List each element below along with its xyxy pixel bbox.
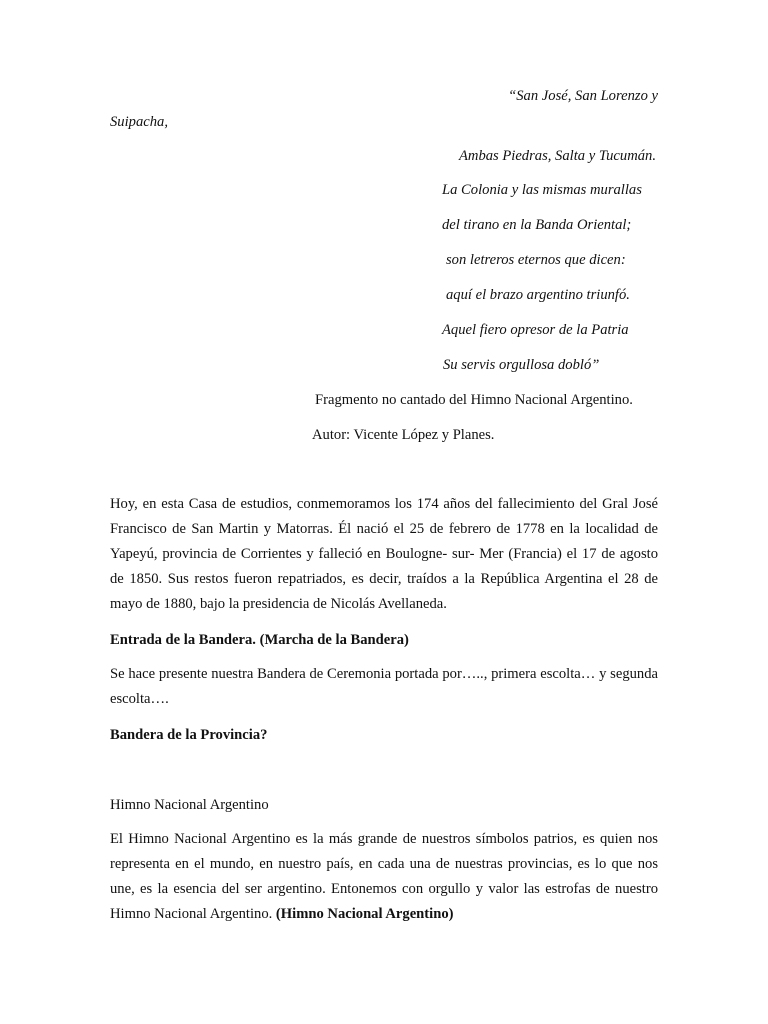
flag-entry-paragraph: Se hace presente nuestra Bandera de Ceremonia portada por….., primera escolta… y segunda escolta…. xyxy=(110,666,658,707)
anthem-paragraph-text: El Himno Nacional Argentino es la más grande de nuestros símbolos patrios, es quien nos representa en el mundo, en nuestro país, en cada una de nuestras provincias, es lo que nos une, es la esencia del ser argentino. Entonemos con orgullo y valor las estrofas de nuestro Himno Nacional Argentino. xyxy=(110,831,658,922)
poem-line-1-continuation: Suipacha, xyxy=(110,114,168,130)
poem-line-5: son letreros eternos que dicen: xyxy=(446,252,626,268)
poem-line-7: Aquel fiero opresor de la Patria xyxy=(442,322,629,338)
anthem-paragraph xyxy=(110,827,658,927)
poem-line-4: del tirano en la Banda Oriental; xyxy=(442,217,632,233)
poem-author: Autor: Vicente López y Planes. xyxy=(312,427,495,443)
poem-line-8: Su servis orgullosa dobló” xyxy=(443,357,600,373)
province-flag-heading: Bandera de la Provincia? xyxy=(110,727,268,743)
anthem-paragraph-bold: (Himno Nacional Argentino) xyxy=(275,906,454,922)
poem-line-6: aquí el brazo argentino triunfó. xyxy=(446,287,630,303)
anthem-heading: Himno Nacional Argentino xyxy=(110,797,269,813)
poem-line-1: “San José, San Lorenzo y xyxy=(508,88,658,104)
poem-line-2: Ambas Piedras, Salta y Tucumán. xyxy=(458,148,656,164)
flag-entry-heading: Entrada de la Bandera. (Marcha de la Bandera) xyxy=(110,632,409,648)
poem-line-3: La Colonia y las mismas murallas xyxy=(442,182,642,198)
poem-source: Fragmento no cantado del Himno Nacional Argentino. xyxy=(315,392,633,408)
intro-paragraph: Hoy, en esta Casa de estudios, conmemoramos los 174 años del fallecimiento del Gral José Francisco de San Martin y Matorras. Él nació el 25 de febrero de 1778 en la localidad de Yapeyú, provincia de Corrientes y falleció en Boulogne- sur- Mer (Francia) el 17 de agosto de 1850. Sus restos fueron repatriados, es decir, traídos a la República Argentina el 28 de mayo de 1880, bajo la presidencia de Nicolás Avellaneda. xyxy=(110,496,658,612)
